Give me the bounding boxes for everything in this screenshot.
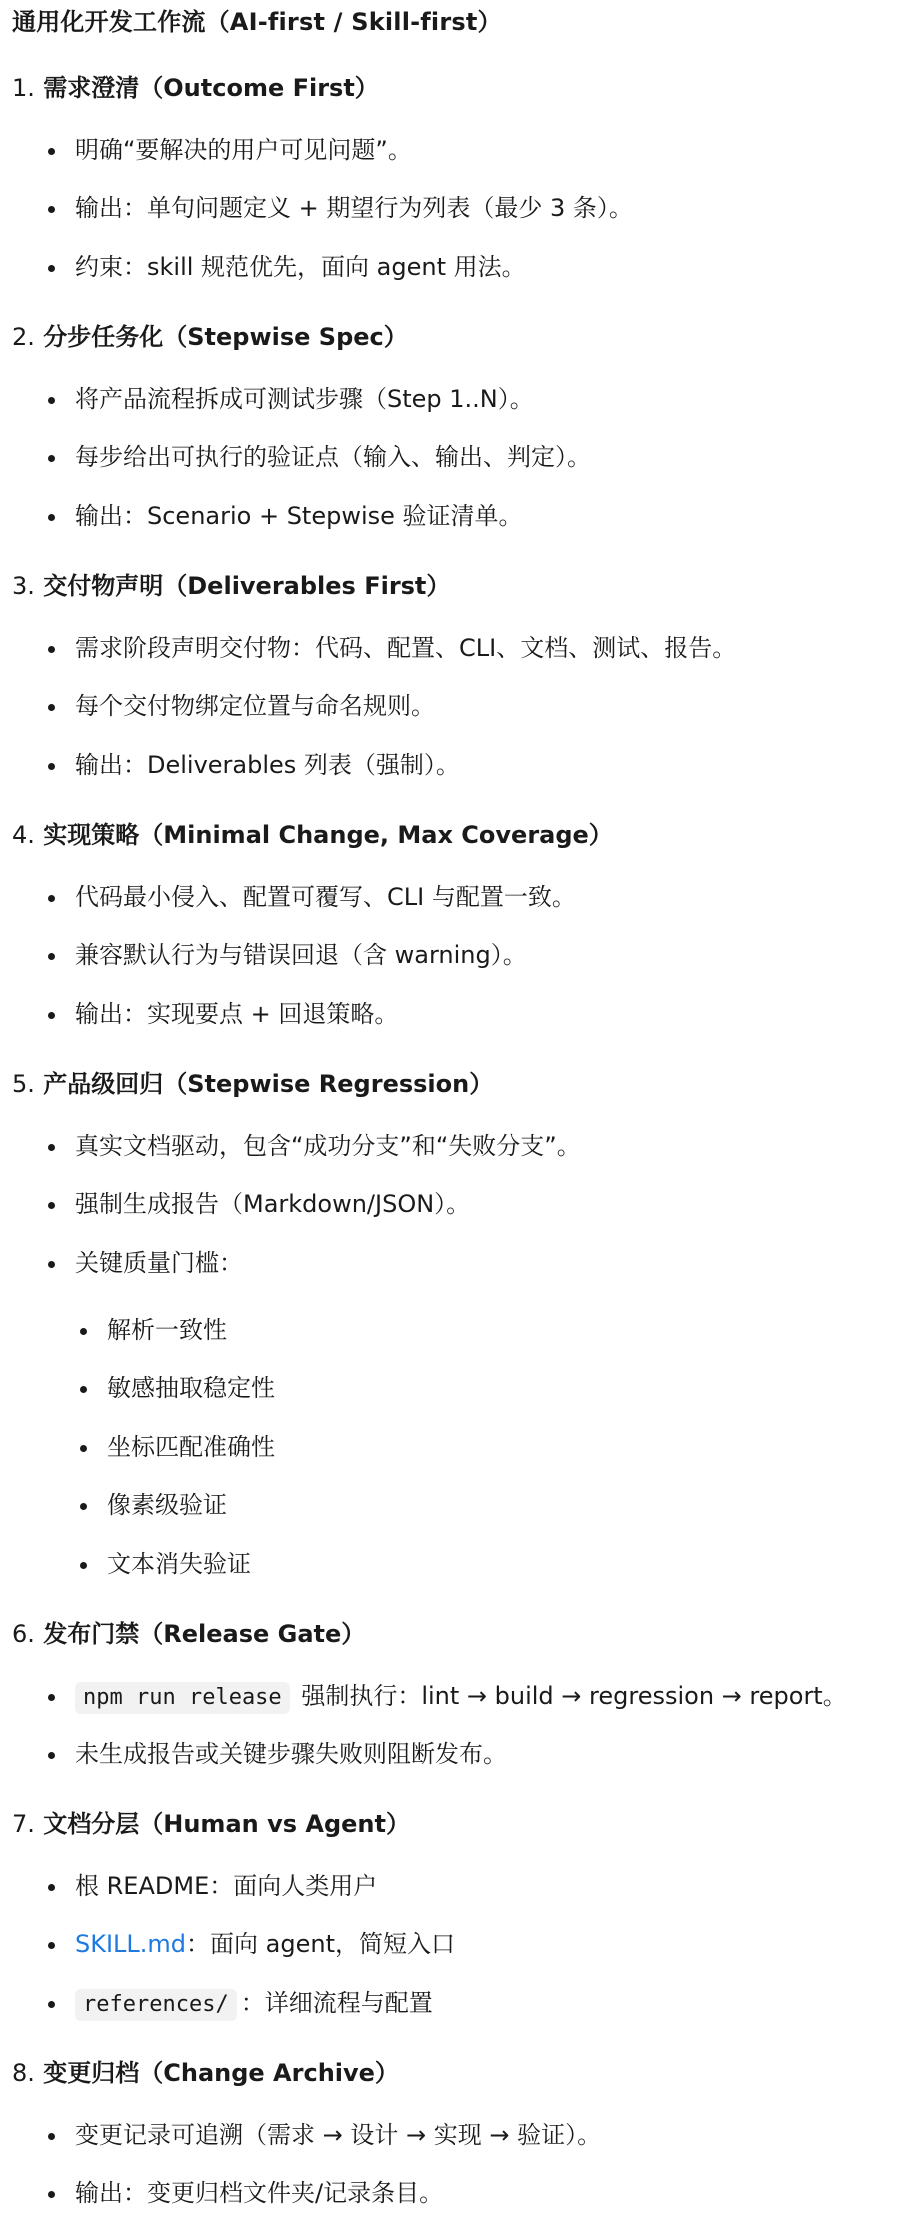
section-heading-7 <box>12 1804 410 1839</box>
section-number: 2. <box>12 323 35 351</box>
list-item <box>48 382 534 416</box>
list-item <box>48 631 736 665</box>
section-title: 变更归档（Change Archive） <box>43 2059 399 2087</box>
list-item <box>48 191 633 225</box>
list-item-text: 将产品流程拆成可测试步骤（Step 1..N）。 <box>75 385 534 413</box>
list-item <box>48 2118 601 2152</box>
section-heading-3 <box>12 566 450 601</box>
nested-list-item <box>80 1313 227 1347</box>
section-title: 分步任务化（Stepwise Spec） <box>43 323 408 351</box>
section-heading-2 <box>12 317 408 352</box>
list-item <box>48 1129 581 1163</box>
list-item-text: 敏感抽取稳定性 <box>107 1374 275 1402</box>
list-item-text: 输出：单句问题定义 + 期望行为列表（最少 3 条）。 <box>75 194 633 222</box>
inline-code: npm run release <box>75 1682 290 1714</box>
section-number: 5. <box>12 1070 35 1098</box>
section-number: 3. <box>12 572 35 600</box>
list-item <box>48 1737 507 1771</box>
list-item-text: 变更记录可追溯（需求 → 设计 → 实现 → 验证）。 <box>75 2121 602 2149</box>
list-item-text: 真实文档驱动，包含“成功分支”和“失败分支”。 <box>75 1132 581 1160</box>
section-number: 8. <box>12 2059 35 2087</box>
nested-list-item <box>80 1488 227 1522</box>
list-item <box>48 1927 455 1961</box>
list-item <box>48 997 398 1031</box>
list-item-text: 解析一致性 <box>107 1316 227 1344</box>
section-number: 7. <box>12 1810 35 1838</box>
list-item-text: 文本消失验证 <box>107 1550 251 1578</box>
list-item-text: 每步给出可执行的验证点（输入、输出、判定）。 <box>75 443 591 471</box>
list-item <box>48 2176 443 2210</box>
list-item <box>48 250 526 284</box>
list-item <box>48 1187 470 1221</box>
page-title: 通用化开发工作流（AI-first / Skill-first） <box>12 8 502 36</box>
section-title: 需求澄清（Outcome First） <box>43 74 379 102</box>
list-item <box>48 1986 433 2021</box>
section-title: 实现策略（Minimal Change, Max Coverage） <box>43 821 613 849</box>
list-item <box>48 1246 243 1280</box>
list-item-text: 根 README：面向人类用户 <box>75 1872 378 1900</box>
list-item-text: 需求阶段声明交付物：代码、配置、CLI、文档、测试、报告。 <box>75 634 737 662</box>
list-item-text: 输出：Scenario + Stepwise 验证清单。 <box>75 502 523 530</box>
inline-code: references/ <box>75 1989 237 2021</box>
list-item-text: 明确“要解决的用户可见问题”。 <box>75 136 412 164</box>
list-item-text: 输出：变更归档文件夹/记录条目。 <box>75 2179 444 2207</box>
section-number: 1. <box>12 74 35 102</box>
nested-list-item <box>80 1430 275 1464</box>
list-item <box>48 938 527 972</box>
section-heading-1 <box>12 68 379 103</box>
list-item-text: 像素级验证 <box>107 1491 227 1519</box>
list-item-content <box>75 1930 455 1958</box>
section-title: 交付物声明（Deliverables First） <box>43 572 451 600</box>
list-item <box>48 499 523 533</box>
list-item <box>48 1679 847 1714</box>
section-heading-5 <box>12 1064 493 1099</box>
list-item-text: 输出：Deliverables 列表（强制）。 <box>75 751 460 779</box>
list-item-text: ：面向 agent，简短入口 <box>186 1930 456 1958</box>
list-item <box>48 440 591 474</box>
section-title: 发布门禁（Release Gate） <box>43 1620 366 1648</box>
section-title: 文档分层（Human vs Agent） <box>43 1810 410 1838</box>
list-item <box>48 880 576 914</box>
nested-list-item <box>80 1547 251 1581</box>
section-title: 产品级回归（Stepwise Regression） <box>43 1070 494 1098</box>
list-item-text: 兼容默认行为与错误回退（含 warning）。 <box>75 941 527 969</box>
list-item-text: 强制执行：lint → build → regression → report。 <box>301 1682 847 1710</box>
list-item-text: 未生成报告或关键步骤失败则阻断发布。 <box>75 1740 507 1768</box>
list-item <box>48 689 435 723</box>
section-heading-8 <box>12 2053 399 2088</box>
list-item-content <box>75 1682 847 1710</box>
list-item-content <box>75 1989 433 2017</box>
skill-md-link[interactable]: SKILL.md <box>75 1930 187 1958</box>
section-number: 6. <box>12 1620 35 1648</box>
list-item-text: 每个交付物绑定位置与命名规则。 <box>75 692 435 720</box>
nested-list-item <box>80 1371 275 1405</box>
list-item <box>48 748 460 782</box>
list-item-text: 约束：skill 规范优先，面向 agent 用法。 <box>75 253 526 281</box>
list-item <box>48 133 412 167</box>
section-number: 4. <box>12 821 35 849</box>
list-item-text: 代码最小侵入、配置可覆写、CLI 与配置一致。 <box>75 883 576 911</box>
list-item-text: 强制生成报告（Markdown/JSON）。 <box>75 1190 471 1218</box>
list-item-text: ：详细流程与配置 <box>240 1989 433 2017</box>
section-heading-6 <box>12 1614 365 1649</box>
section-heading-4 <box>12 815 613 850</box>
list-item-text: 坐标匹配准确性 <box>107 1433 275 1461</box>
list-item <box>48 1869 377 1903</box>
list-item-text: 输出：实现要点 + 回退策略。 <box>75 1000 399 1028</box>
list-item-text: 关键质量门槛： <box>75 1249 243 1277</box>
